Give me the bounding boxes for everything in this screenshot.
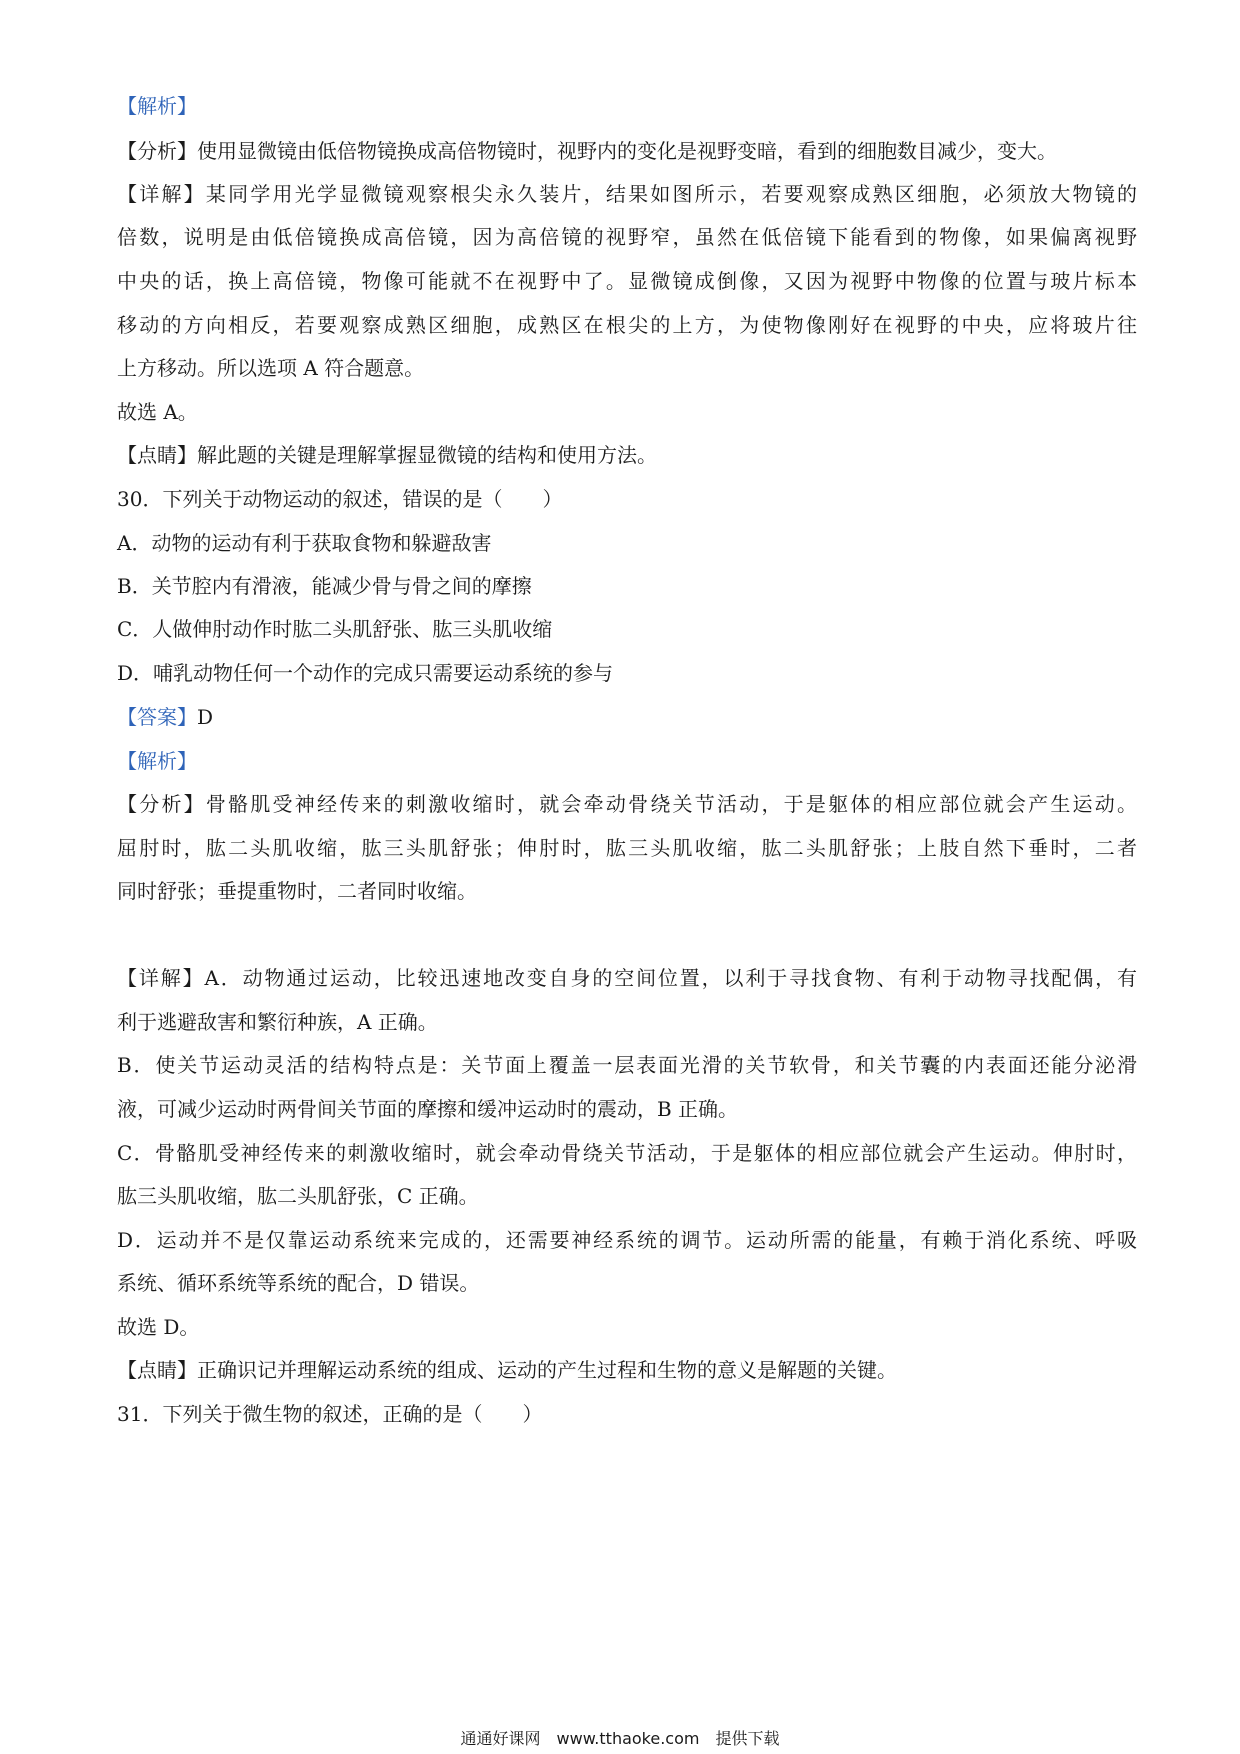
question-31-stem: 31．下列关于微生物的叙述，正确的是（ ） <box>117 1402 543 1426</box>
question-30-option-d: D．哺乳动物任何一个动作的完成只需要运动系统的参与 <box>117 661 614 685</box>
detail-text: 【详解】A．动物通过运动，比较迅速地改变自身的空间位置，以利于寻找食物、有利于动物寻找配偶，有 <box>117 966 1137 990</box>
tip-text: 【点睛】解此题的关键是理解掌握显微镜的结构和使用方法。 <box>117 443 657 467</box>
detail-text: 上方移动。所以选项 A 符合题意。 <box>117 356 425 380</box>
question-30-option-c: C．人做伸肘动作时肱二头肌舒张、肱三头肌收缩 <box>117 617 553 641</box>
detail-text: C．骨骼肌受神经传来的刺激收缩时，就会牵动骨绕关节活动，于是躯体的相应部位就会产生运动。伸肘时， <box>117 1141 1137 1165</box>
detail-text: D．运动并不是仅靠运动系统来完成的，还需要神经系统的调节。运动所需的能量，有赖于消化系统、呼吸 <box>117 1228 1137 1252</box>
detail-text: 移动的方向相反，若要观察成熟区细胞，成熟区在根尖的上方，为使物像刚好在视野的中央，应将玻片往 <box>117 313 1137 337</box>
question-30-option-b: B．关节腔内有滑液，能减少骨与骨之间的摩擦 <box>117 574 532 598</box>
detail-text: 倍数，说明是由低倍镜换成高倍镜，因为高倍镜的视野窄，虽然在低倍镜下能看到的物像，如果偏离视野 <box>117 225 1137 249</box>
analysis-text: 【分析】使用显微镜由低倍物镜换成高倍物镜时，视野内的变化是视野变暗，看到的细胞数目减少，变大。 <box>117 139 1057 163</box>
question-30-option-a: A．动物的运动有利于获取食物和躲避敌害 <box>117 531 492 555</box>
answer-value: D <box>197 705 214 729</box>
analysis-text: 同时舒张；垂提重物时，二者同时收缩。 <box>117 879 477 903</box>
analysis-heading: 【解析】 <box>117 94 197 118</box>
tip-text: 【点睛】正确识记并理解运动系统的组成、运动的产生过程和生物的意义是解题的关键。 <box>117 1358 897 1382</box>
detail-text: 中央的话，换上高倍镜，物像可能就不在视野中了。显微镜成倒像，又因为视野中物像的位置与玻片标本 <box>117 269 1137 293</box>
analysis-text: 【分析】骨骼肌受神经传来的刺激收缩时，就会牵动骨绕关节活动，于是躯体的相应部位就会产生运动。 <box>117 792 1137 816</box>
choice-text: 故选 A。 <box>117 400 198 424</box>
detail-text: 【详解】某同学用光学显微镜观察根尖永久装片，结果如图所示，若要观察成熟区细胞，必须放大物镜的 <box>117 182 1137 206</box>
detail-text: 系统、循环系统等系统的配合，D 错误。 <box>117 1271 480 1295</box>
detail-text: 液，可减少运动时两骨间关节面的摩擦和缓冲运动时的震动，B 正确。 <box>117 1097 739 1121</box>
analysis-heading: 【解析】 <box>117 749 197 773</box>
detail-text: 利于逃避敌害和繁衍种族，A 正确。 <box>117 1010 438 1034</box>
analysis-text: 屈肘时，肱二头肌收缩，肱三头肌舒张；伸肘时，肱三头肌收缩，肱二头肌舒张；上肢自然下垂时，二者 <box>117 836 1137 860</box>
question-30-stem: 30．下列关于动物运动的叙述，错误的是（ ） <box>117 487 563 511</box>
choice-text: 故选 D。 <box>117 1315 200 1339</box>
answer-heading: 【答案】 <box>117 705 197 729</box>
detail-text: B．使关节运动灵活的结构特点是：关节面上覆盖一层表面光滑的关节软骨，和关节囊的内表面还能分泌滑 <box>117 1053 1137 1077</box>
detail-text: 肱三头肌收缩，肱二头肌舒张，C 正确。 <box>117 1184 479 1208</box>
page-footer: 通通好课网 www.tthaoke.com 提供下载 <box>460 1729 780 1748</box>
answer-line <box>117 703 1137 731</box>
